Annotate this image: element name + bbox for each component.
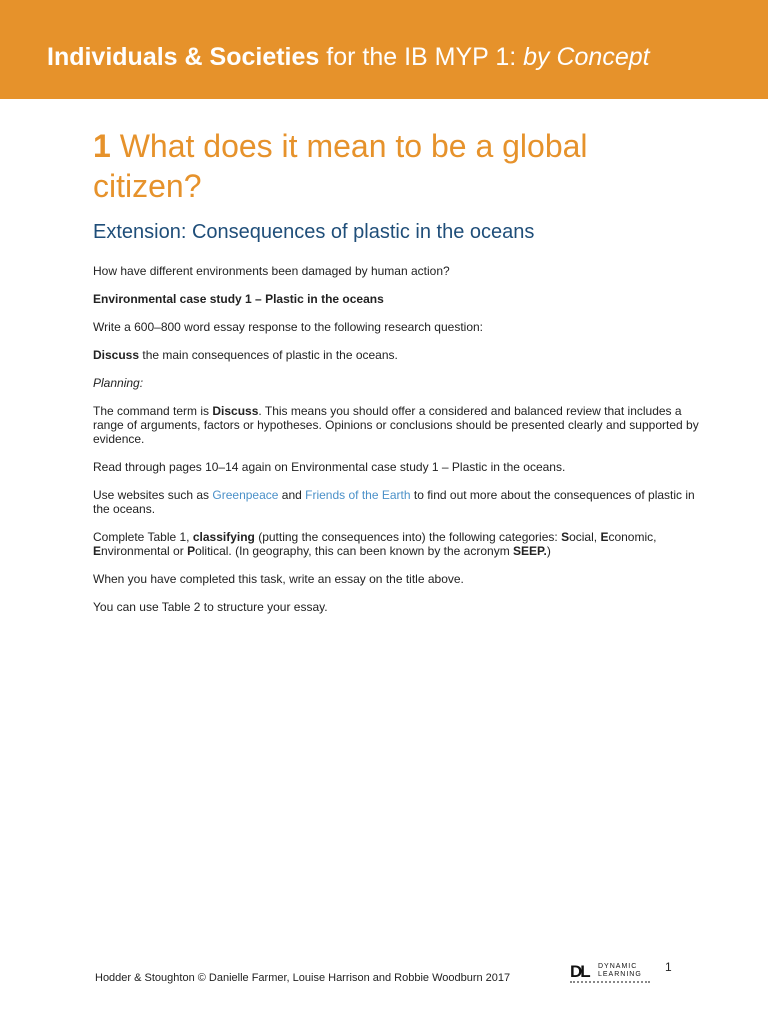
research-question-text: the main consequences of plastic in the oceans. xyxy=(139,348,398,362)
planning-label: Planning: xyxy=(93,376,144,390)
dynamic-learning-logo xyxy=(570,962,650,986)
websites-post: to find out more about the consequences of plastic in the oceans. xyxy=(93,488,695,516)
banner-title xyxy=(47,42,650,72)
essay-instruction: Write a 600–800 word essay response to the following research question: xyxy=(93,320,484,334)
seep-p: P xyxy=(187,544,196,558)
extension-subtitle: Extension: Consequences of plastic in the oceans xyxy=(93,221,535,243)
page-number: 1 xyxy=(665,960,672,974)
logo-mark: DL xyxy=(570,962,589,981)
document-body xyxy=(93,264,703,628)
seep-s: S xyxy=(561,530,570,544)
seep-e2-rest: nvironmental or xyxy=(101,544,188,558)
greenpeace-link[interactable]: Greenpeace xyxy=(212,488,279,502)
seep-s-rest: ocial, xyxy=(569,530,601,544)
series-name: for the IB MYP 1: xyxy=(319,43,524,71)
discuss-term: Discuss xyxy=(93,348,140,362)
completed-paragraph: When you have completed this task, write an essay on the title above. xyxy=(93,572,464,586)
seep-acronym: SEEP. xyxy=(513,544,547,558)
table-pre: Complete Table 1, xyxy=(93,530,193,544)
read-through-paragraph: Read through pages 10–14 again on Environmental case study 1 – Plastic in the oceans. xyxy=(93,460,566,474)
command-term-paragraph xyxy=(93,404,703,446)
table2-paragraph: You can use Table 2 to structure your essay. xyxy=(93,600,328,614)
command-pre: The command term is xyxy=(93,404,213,418)
table-mid: (putting the consequences into) the following categories: xyxy=(254,530,562,544)
chapter-number: 1 xyxy=(93,128,111,164)
websites-and: and xyxy=(278,488,306,502)
seep-p-rest: olitical. (In geography, this can been known by the acronym xyxy=(195,544,514,558)
logo-words xyxy=(598,963,642,979)
seep-e2: E xyxy=(93,544,102,558)
footer-copyright: Hodder & Stoughton © Danielle Farmer, Louise Harrison and Robbie Woodburn 2017 xyxy=(95,972,511,984)
table-paragraph xyxy=(93,530,703,558)
chapter-question: What does it mean to be a global citizen? xyxy=(93,128,588,204)
research-question xyxy=(93,348,703,362)
close-paren: ) xyxy=(546,544,551,558)
websites-pre: Use websites such as xyxy=(93,488,213,502)
websites-paragraph xyxy=(93,488,703,516)
series-italic: by Concept xyxy=(523,43,650,71)
command-post: . This means you should offer a considered and balanced review that includes a range of arguments, factors or hypotheses. Opinions or conclusions should be presented clearly and supported by evidence. xyxy=(93,404,699,446)
friends-of-the-earth-link[interactable]: Friends of the Earth xyxy=(305,488,411,502)
logo-tagline xyxy=(570,981,650,987)
logo-line1: DYNAMIC xyxy=(598,963,638,970)
case-study-heading: Environmental case study 1 – Plastic in the oceans xyxy=(93,292,384,306)
seep-e1: E xyxy=(600,530,609,544)
seep-e1-rest: conomic, xyxy=(608,530,657,544)
header-banner xyxy=(0,0,768,99)
subject-name: Individuals & Societies xyxy=(47,43,320,71)
chapter-title xyxy=(93,126,693,206)
logo-line2: LEARNING xyxy=(598,971,642,978)
guiding-question: How have different environments been damaged by human action? xyxy=(93,264,450,278)
classifying-term: classifying xyxy=(192,530,255,544)
command-term: Discuss xyxy=(212,404,259,418)
